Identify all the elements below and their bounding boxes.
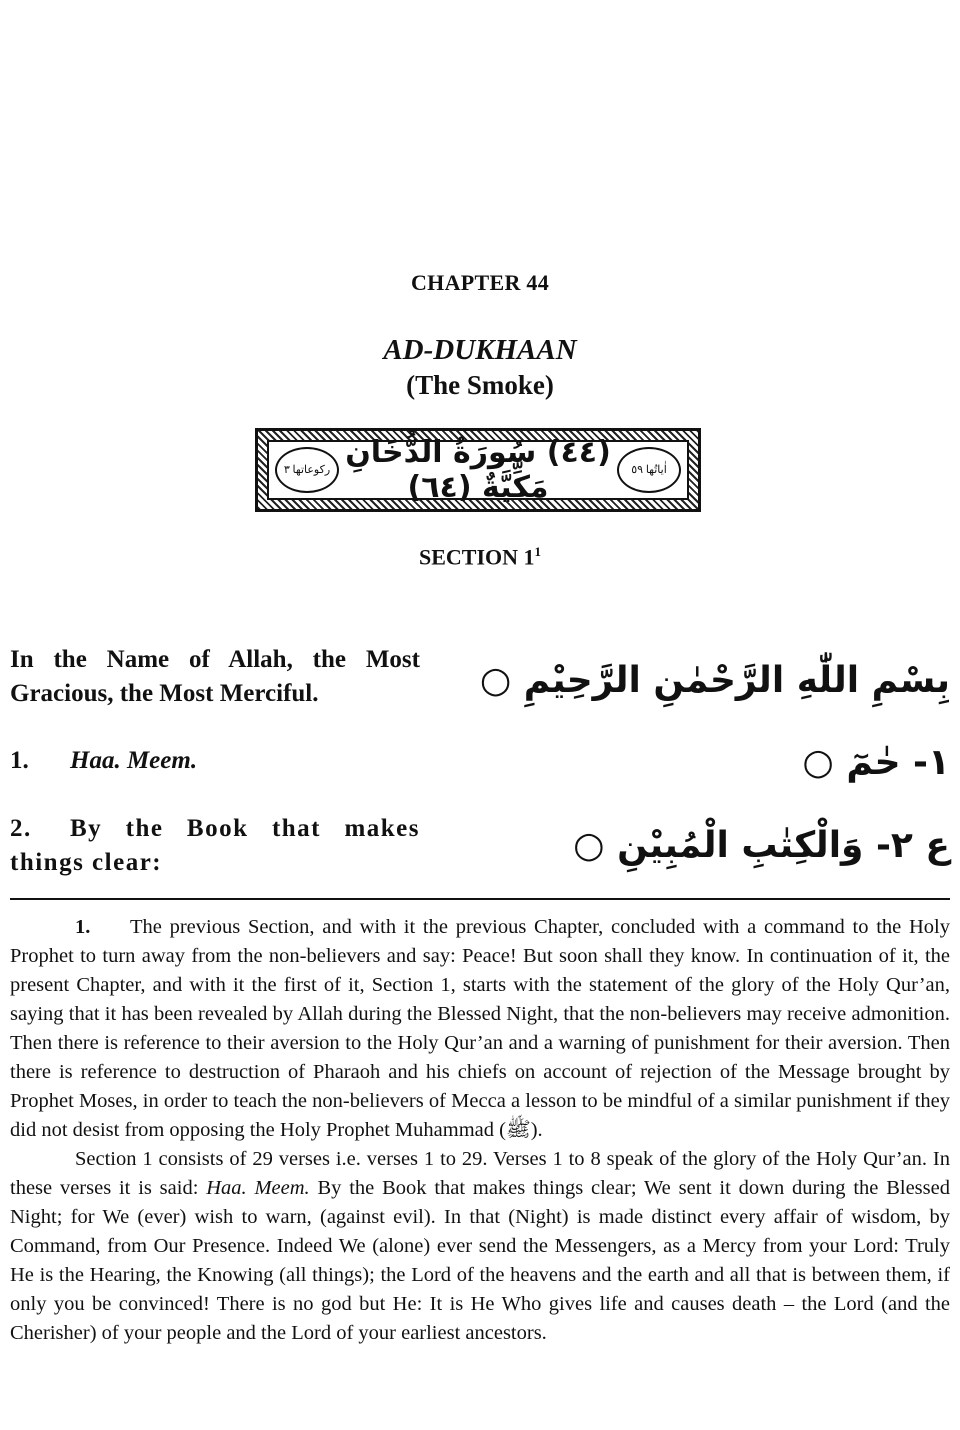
footnote-paragraph-1 — [10, 913, 950, 1145]
banner-arabic-title: (٤٤) سُورَةُ الدُّخَانِ مَكِّيَّةٌ (٦٤) — [345, 435, 611, 505]
verse-text: By the Book that makes things clear: — [10, 815, 420, 876]
verse-bismillah-arabic: بِسْمِ اللّٰهِ الرَّحْمٰنِ الرَّحِيْمِ ○ — [479, 660, 950, 701]
verse-text: In the Name of Allah, the Most Gracious, the Most Merciful. — [10, 646, 420, 707]
verse-bismillah-english — [10, 643, 420, 711]
footnote-text: The previous Section, and with it the previous Chapter, concluded with a command to the Holy Prophet to turn away from the non-believers and say: Peace! But soon shall they know. In continuation of it, the present Chapter, and with it the first of it, Section 1, starts with the statement of the glory of the Holy Qur’an, saying that it has been revealed by Allah during the Blessed Night, that the non-believers may receive admonition. Then there is reference to their aversion to the Holy Qur’an and a warning of punishment for their aversion. Then there is reference to destruction of Pharaoh and his chiefs on account of rejection of the Message brought by Prophet Moses, in order to teach the non-believers of Mecca a lesson to be mindful of a similar punishment if they did not desist from opposing the Holy Prophet Muhammad (ﷺ). — [10, 916, 950, 1141]
footnote-divider — [10, 898, 950, 900]
surah-translation: (The Smoke) — [406, 370, 554, 400]
footnote — [10, 913, 950, 1348]
footnote-text-rest: By the Book that makes things clear; We sent it down during the Blessed Night; for We (ever) wish to warn, (against evil). In that (Night) is made distinct every affair of wisdom, by Command, from Our Presence. Indeed We (alone) ever send the Messengers, as a Mercy from your Lord: Truly He is the Hearing, the Knowing (all things); the Lord of the heavens and the earth and all that is between them, if only you be convinced! There is no god but He: It is He Who gives life and causes death – the Lord (and the Cherisher) of your people and the Lord of your earliest ancestors. — [10, 1177, 950, 1344]
section-label: SECTION 1 — [418, 544, 535, 570]
footnote-paragraph-2 — [10, 1145, 950, 1348]
surah-name: AD-DUKHAAN — [383, 334, 577, 366]
section-heading — [0, 544, 960, 570]
verse-2-arabic: ع ٢- وَالْكِتٰبِ الْمُبِيْنِ ○ — [573, 825, 950, 866]
verse-1-arabic: ١- حٰمٓ ○ — [802, 742, 950, 783]
verse-1-english — [10, 744, 420, 778]
surah-banner — [255, 428, 701, 512]
left-cartouche: اٰیاتُها ٥٩ — [617, 447, 681, 493]
banner-frame — [267, 435, 689, 505]
right-cartouche: رکوعاتها ٣ — [275, 447, 339, 493]
footnote-text-italic: Haa. Meem. — [206, 1177, 310, 1199]
verse-number: 2. — [10, 815, 32, 842]
verse-2-english — [10, 812, 420, 880]
verse-number: 1. — [10, 747, 29, 774]
footnote-number: 1. — [75, 916, 91, 938]
footnote-ref: 1 — [534, 544, 542, 559]
verse-text: Haa. Meem. — [70, 747, 198, 774]
chapter-heading: CHAPTER 44 — [410, 270, 550, 295]
footnote-text-start: Section 1 consists of 29 verses i.e. verses 1 to 29. Verses 1 to 8 speak of the glory of the Holy Qur’an. In these verses it is said: — [10, 1148, 950, 1199]
